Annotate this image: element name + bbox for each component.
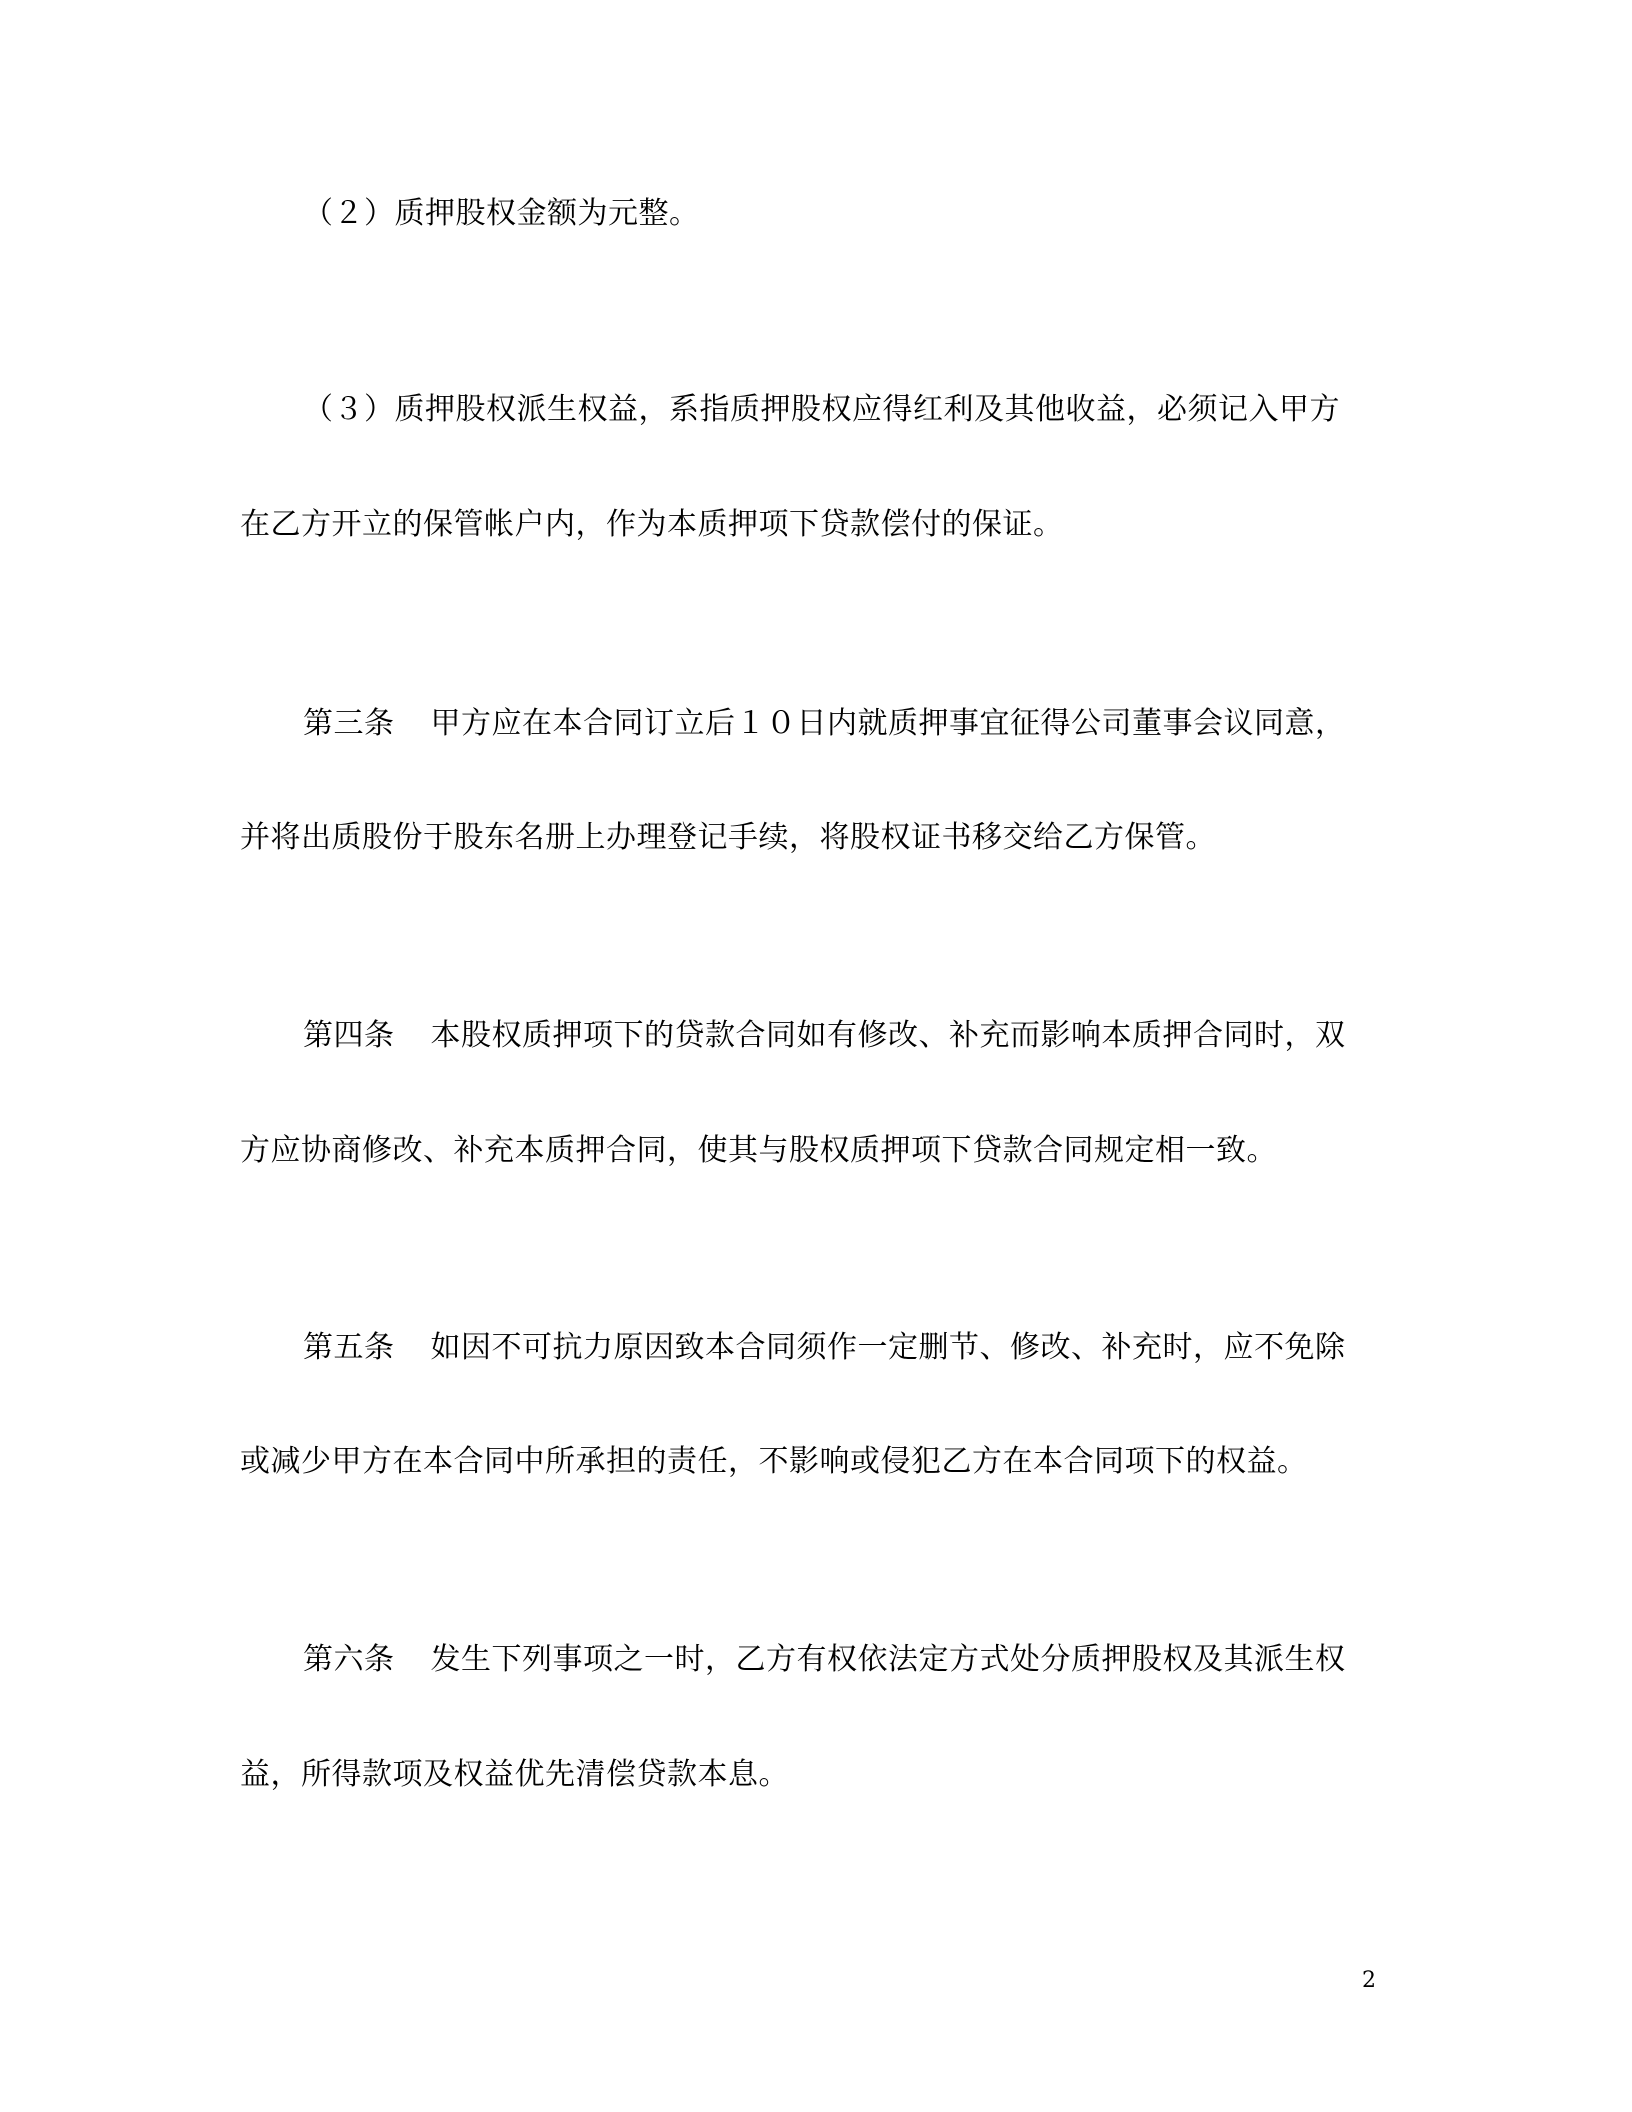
page-number: 2 <box>1362 1968 1376 1993</box>
article-6-label: 第六条 <box>303 1642 395 1677</box>
article-5-label: 第五条 <box>303 1330 395 1365</box>
article-5-line-2: 或减少甲方在本合同中所承担的责任，不影响或侵犯乙方在本合同项下的权益。 <box>240 1444 1308 1479</box>
article-3-text: 甲方应在本合同订立后１０日内就质押事宜征得公司董事会议同意， <box>430 706 1346 741</box>
article-4-label: 第四条 <box>303 1018 395 1053</box>
article-4-text: 本股权质押项下的贷款合同如有修改、补充而影响本质押合同时，双 <box>430 1018 1346 1053</box>
clause-item-2: （２）质押股权金额为元整。 <box>303 196 700 231</box>
article-6-line-1 <box>303 1640 1346 1680</box>
article-4-line-1 <box>303 1016 1346 1056</box>
article-3-label: 第三条 <box>303 706 395 741</box>
article-3-line-2: 并将出质股份于股东名册上办理登记手续，将股权证书移交给乙方保管。 <box>240 820 1216 855</box>
clause-item-3-line-2: 在乙方开立的保管帐户内，作为本质押项下贷款偿付的保证。 <box>240 507 1064 542</box>
article-6-line-2: 益，所得款项及权益优先清偿贷款本息。 <box>240 1757 789 1792</box>
article-4-line-2: 方应协商修改、补充本质押合同，使其与股权质押项下贷款合同规定相一致。 <box>240 1133 1277 1168</box>
article-5-text: 如因不可抗力原因致本合同须作一定删节、修改、补充时，应不免除 <box>430 1330 1346 1365</box>
article-5-line-1 <box>303 1328 1346 1368</box>
clause-item-3-line-1: （３）质押股权派生权益，系指质押股权应得红利及其他收益，必须记入甲方 <box>303 392 1340 427</box>
article-3-line-1 <box>303 704 1346 744</box>
article-6-text: 发生下列事项之一时，乙方有权依法定方式处分质押股权及其派生权 <box>430 1642 1346 1677</box>
